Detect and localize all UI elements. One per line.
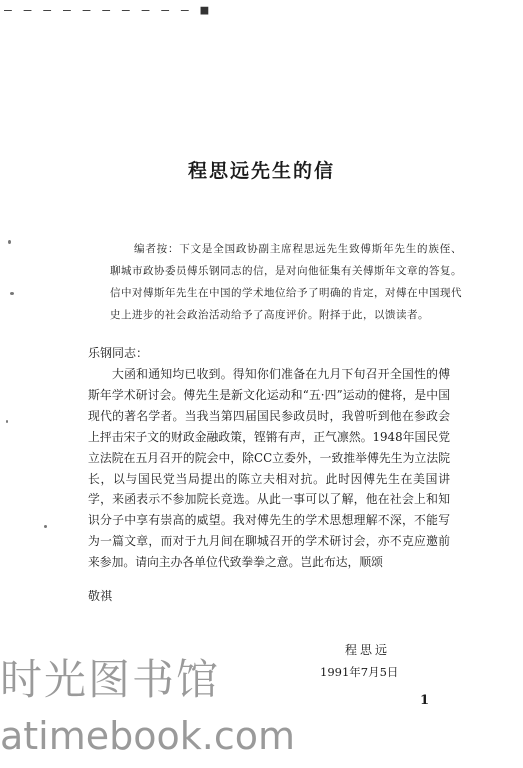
page-number: 1 bbox=[420, 693, 430, 708]
scan-speck bbox=[44, 525, 47, 528]
closing-line: 敬祺 bbox=[88, 589, 113, 603]
header-rule: — — — — — — — — — — ■ bbox=[4, 3, 211, 18]
watermark-line-2: atimebook.com bbox=[0, 714, 296, 758]
scan-speck bbox=[6, 420, 8, 423]
letter-body: 大函和通知均已收到。得知你们准备在九月下旬召开全国性的傅斯年学术研讨会。傅先生是新文化运动和“五·四”运动的健将，是中国现代的著名学者。当我当第四届国民参政员时，我曾听到他在参政会上抨击宋子文的财政金融政策，铿锵有声，正气凛然。1948年国民党立法院在五月召开的院会中，除CC立委外，一致推举傅先生为立法院长，以与国民党当局提出的陈立夫相对抗。此时因傅先生在美国讲学，来函表示不参加院长竞选。从此一事可以了解，他在社会上和知识分子中享有崇高的威望。我对傅先生的学术思想理解不深，不能写为一篇文章，而对于九月间在聊城召开的学术研讨会，亦不克应邀前来参加。请向主办各单位代致拳拳之意。岂此布达，顺颂 bbox=[88, 367, 450, 570]
signature-name: 程思远 bbox=[345, 643, 391, 657]
watermark-line-1: 时光图书馆 bbox=[0, 655, 221, 704]
scan-speck bbox=[8, 240, 11, 244]
signature-date: 1991年7月5日 bbox=[320, 665, 399, 679]
scan-speck bbox=[10, 292, 14, 295]
page-title: 程思远先生的信 bbox=[187, 160, 335, 182]
editor-note: 编者按：下文是全国政协副主席程思远先生致傅斯年先生的族侄、聊城市政协委员傅乐钢同志的信，是对向他征集有关傅斯年文章的答复。信中对傅斯年先生在中国的学术地位给予了明确的肯定，对傅在中国现代史上进步的社会政治活动给予了高度评价。附择于此，以馈读者。 bbox=[110, 243, 462, 321]
watermark bbox=[0, 652, 295, 764]
salutation: 乐钢同志： bbox=[88, 346, 149, 360]
